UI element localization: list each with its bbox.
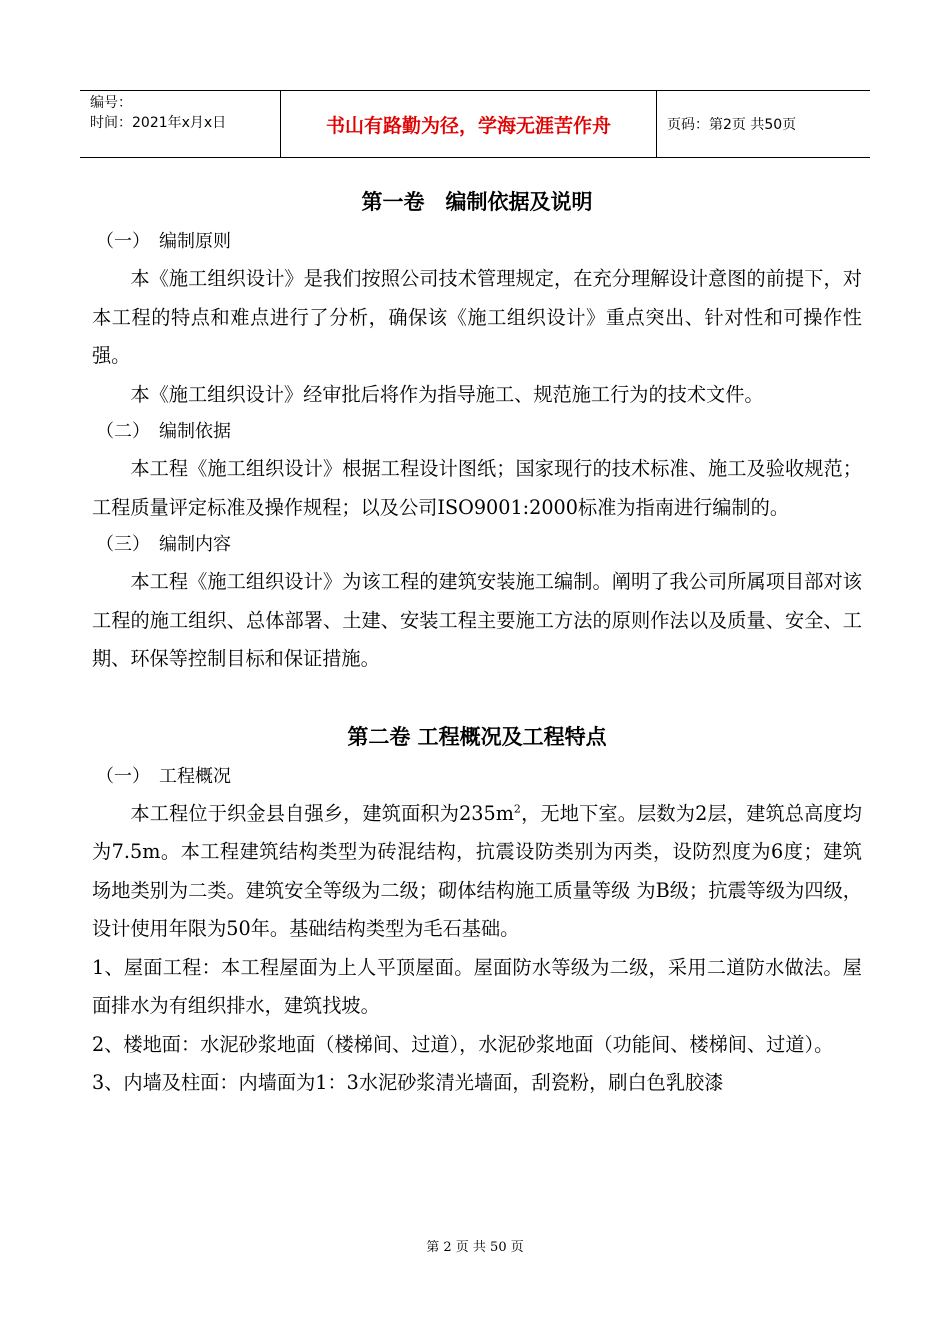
volume1-section2-heading: （二） 编制依据 bbox=[96, 421, 231, 442]
item-roof: 1、屋面工程：本工程屋面为上人平顶屋面。屋面防水等级为二级，采用二道防水做法。屋面排水为有组织排水，建筑找坡。 bbox=[92, 955, 862, 1017]
page-footer: 第 2 页 共 50 页 bbox=[426, 1240, 524, 1255]
document-header bbox=[80, 90, 870, 158]
volume2-section1-heading: （一） 工程概况 bbox=[96, 765, 231, 787]
overview-text-a: 本工程位于织金县自强乡，建筑面积为235m bbox=[130, 801, 514, 825]
volume1-section1-paragraph2: 本《施工组织设计》经审批后将作为指导施工、规范施工行为的技术文件。 bbox=[130, 382, 764, 406]
overview-text-b: ，无地下室。层数为2层，建筑总高度均为7.5m。本工程建筑结构类型为砖混结构，抗震设防类别为丙类，设防烈度为6度；建筑场地类别为二类。建筑安全等级为二级；砌体结构施工质量等级 为B级；抗震等级为四级，设计使用年限为50年。基础结构类型为毛石基础。 bbox=[92, 801, 862, 940]
item-interior-wall: 3、内墙及柱面：内墙面为1：3水泥砂浆清光墙面，刮瓷粉，刷白色乳胶漆 bbox=[92, 1071, 724, 1094]
section-spacer bbox=[92, 679, 862, 715]
time-label: 时间：2021年x月x日 bbox=[90, 115, 227, 131]
volume1-section1-heading: （一） 编制原则 bbox=[96, 231, 231, 252]
volume2-overview-paragraph bbox=[92, 795, 862, 949]
volume1-section1-paragraph1: 本《施工组织设计》是我们按照公司技术管理规定，在充分理解设计意图的前提下，对本工程的特点和难点进行了分析，确保该《施工组织设计》重点突出、针对性和可操作性强。 bbox=[92, 267, 862, 367]
volume1-section2-paragraph1: 本工程《施工组织设计》根据工程设计图纸；国家现行的技术标准、施工及验收规范；工程质量评定标准及操作规程；以及公司ISO9001:2000标准为指南进行编制的。 bbox=[92, 457, 862, 519]
item-floor: 2、楼地面：水泥砂浆地面（楼梯间、过道），水泥砂浆地面（功能间、楼梯间、过道）。 bbox=[92, 1032, 834, 1056]
area-superscript: 2 bbox=[513, 802, 521, 816]
volume2-title: 第二卷 工程概况及工程特点 bbox=[347, 724, 607, 749]
number-label: 编号： bbox=[90, 95, 132, 111]
volume1-section3-paragraph1: 本工程《施工组织设计》为该工程的建筑安装施工编制。阐明了我公司所属项目部对该工程的施工组织、总体部署、土建、安装工程主要施工方法的原则作法以及质量、安全、工期、环保等控制目标和保证措施。 bbox=[92, 570, 862, 670]
header-motto: 书山有路勤为径，学海无涯苦作舟 bbox=[280, 91, 657, 157]
volume1-section3-heading: （三） 编制内容 bbox=[96, 534, 231, 555]
header-page-info: 页码：第2页 共50页 bbox=[667, 117, 797, 133]
document-body bbox=[92, 180, 862, 1103]
volume1-title: 第一卷 编制依据及说明 bbox=[361, 190, 593, 214]
header-meta bbox=[80, 91, 280, 157]
